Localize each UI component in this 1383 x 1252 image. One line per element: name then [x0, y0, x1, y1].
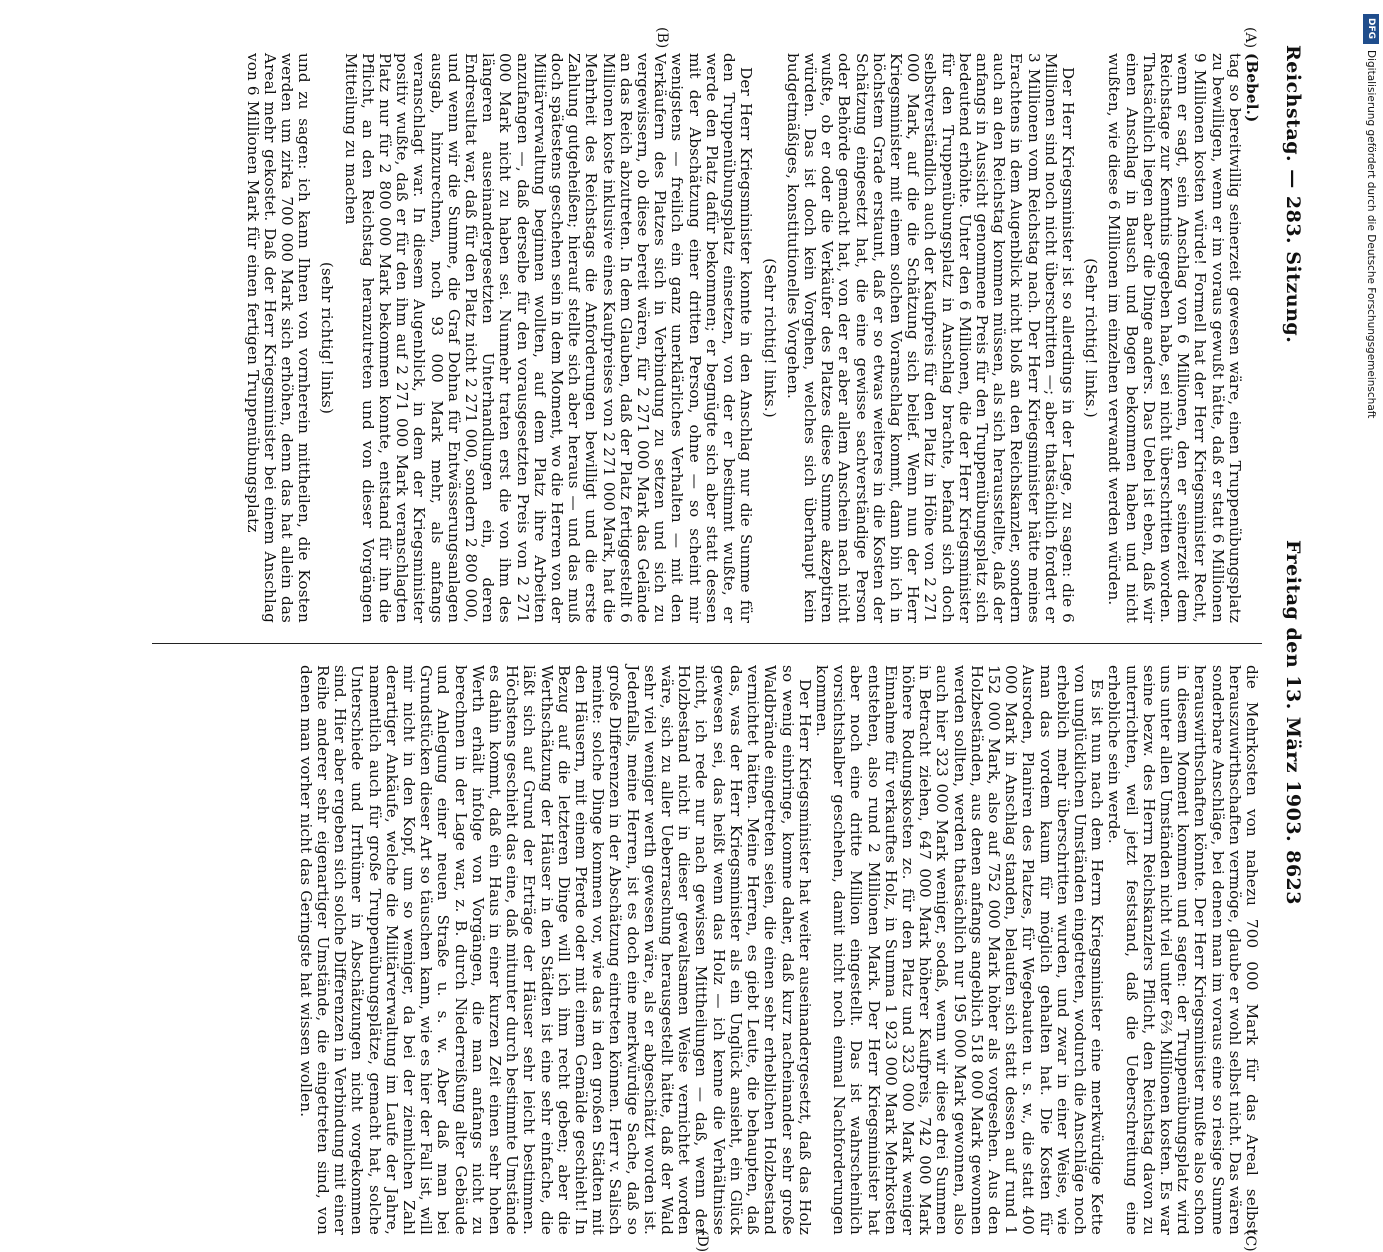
interjection: (sehr richtig! links)	[318, 261, 337, 415]
credit-text: Digitalisierung gefördert durch die Deutsche Forschungsgemeinschaft	[1365, 50, 1377, 419]
left-paragraph: und zu sagen: ich kann Ihnen von vornherein mittheilen, die Kosten werden um zirka 700 000 Mark sich erhöhen, denn das hat allein das Areal mehr gekostet. Daß der Herr Kriegsminister bei einem Anschlag von 6 Millionen Mark für einen fertigen Truppenübungsplatz	[243, 53, 314, 623]
page-number: 8623	[1282, 850, 1304, 905]
right-paragraph: Es ist nun nach dem Herrn Kriegsminister eine merkwürdige Kette von unglücklichen Umständen eingetreten, wodurch die Anschläge noch erheblich mehr überschritten wurden, und zwar in einer Weise, wie man das vordem kaum für möglich gehalten hat. Die Kosten für Ausroden, Planiren des Platzes, für Wegebauten u. s. w., die statt 400 000 Mark in Anschlag standen, belaufen sich statt dessen auf rund 1 152 000 Mark, also auf 752 000 Mark höher als vorgesehen. Aus den Holzbeständen, aus denen anfangs angeblich 518 000 Mark gewonnen werden sollten, werden thatsächlich nur 195 000 Mark gewonnen, also auch hier 323 000 Mark weniger, sodaß, wenn wir diese drei Summen in Betracht ziehen, 647 000 Mark höherer Kaufpreis, 742 000 Mark höhere Rodungskosten zc. für den Platz und 323 000 Mark weniger Einnahme für verkauftes Holz, in Summa 1 923 000 Mark Mehrkosten entstehen, also rund 2 Millionen Mark. Der Herr Kriegsminister hat aber noch eine dritte Million eingestellt. Das ist wahrscheinlich vorsichtshalber geschehen, damit nicht noch einmal Nachforderungen kommen.	[812, 665, 1107, 1235]
left-paragraph: tag so bereitwillig seinerzeit gewesen wäre, einen Truppenübungsplatz zu bewilligen, wenn er im voraus gewußt hätte, daß er statt 6 Millionen 9 Millionen kosten würde! Formell hat der Herr Kriegsminister Recht, wenn er sagt, sein Anschlag von 6 Millionen, den er seinerzeit dem Reichstage zur Kenntnis gegeben habe, sei nicht überschritten worden. Thatsächlich liegen aber die Dinge anders. Das Uebel ist eben, daß wir einen Anschlag in Bausch und Bogen bekommen haben und nicht wußten, wie diese 6 Millionen im einzelnen verwandt werden würden.	[1105, 53, 1244, 623]
margin-letter-d: (D)	[694, 1230, 710, 1252]
interjection: (Sehr richtig! links.)	[760, 258, 779, 418]
dfg-logo: DFG	[1363, 14, 1379, 44]
interjection: (Sehr richtig! links.)	[1082, 258, 1101, 418]
right-column	[297, 665, 1260, 1235]
column-divider	[152, 643, 1262, 644]
right-paragraph: Der Herr Kriegsminister hat weiter auseinandergesetzt, daß das Holz so wenig einbringe, komme daher, daß kurz nacheinander sehr große Waldbrände eingetreten seien, die einen sehr erheblichen Holzbestand vernichtet hätten. Meine Herren, es giebt Leute, die behaupten, daß das, was der Herr Kriegsminister als ein Unglück ansieht, ein Glück gewesen sei, das heißt wenn das Holz — ich kenne die Verhältnisse nicht, ich rede nur nach gewissen Mittheilungen — daß, wenn der Holzbestand nicht in dieser gewaltsamen Weise vernichtet worden wäre, sich zu aller Ueberraschung herausgestellt hätte, daß der Wald sehr viel weniger werth gewesen wäre, als er abgeschätzt worden ist. Jedenfalls, meine Herren, ist es doch eine merkwürdige Sache, daß so große Differenzen in der Abschätzung eintreten können. Herr v. Salisch meinte: solche Dinge kommen vor, wie das in den großen Städten mit den Häusern, mit einem Pferde oder mit einem Gemälde geschieht! In Bezug auf die letzteren Dinge will ich ihm recht geben; aber die Werthschätzung der Häuser in den Städten ist eine sehr einfache, die läßt sich auf Grund der Erträge der Häuser sehr leicht bestimmen. Höchstens geschieht das eine, daß mitunter durch bestimmte Umstände es dahin kommt, daß ein Haus in einer kurzen Zeit einen sehr hohen Werth erhält infolge von Vorgängen, die man anfangs nicht zu berechnen in der Lage war, z. B. durch Niederreißung alter Gebäude und Anlegung einer neuen Straße u. s. w. Aber daß man bei Grundstücken dieser Art so täuschen kann, wie es hier der Fall ist, will mir nicht in den Kopf, um so weniger, da bei der ziemlichen Zahl derartiger Ankäufe, welche die Militärverwaltung im Laufe der Jahre, namentlich auch für große Truppenübungsplätze, gemacht hat, solche Unterschiede und Irrthümer in Abschätzungen nicht vorgekommen sind. Hier aber ergeben sich solche Differenzen in Verbindung mit einer Reihe anderer sehr eigenartiger Umstände, die eingetreten sind, von denen man vorher nicht das Geringste hat wissen wollen.	[296, 665, 814, 1235]
digitization-credit	[1359, 10, 1383, 1000]
margin-letter-a: (A)	[1242, 27, 1258, 49]
header-left: Reichstag. — 283. Sitzung.	[1282, 45, 1304, 344]
speaker-label: (Bebel.)	[1243, 53, 1261, 123]
header-center-date: Freitag den 13. März 1903.	[1282, 540, 1304, 843]
margin-letter-c: (C)	[1242, 1230, 1258, 1252]
rotated-page	[70, 25, 1310, 1252]
left-paragraph: Der Herr Kriegsminister konnte in den Anschlag nur die Summe für den Truppenübungsplatz einsetzen, von der er bestimmt wußte, er werde den Platz dafür bekommen; er begnügte sich aber statt dessen mit der Abschätzung einer dritten Person, ohne — so scheint mir wenigstens — freilich ein ganz unerklärliches Verhalten — mit den Verkäufern des Platzes sich in Verbindung zu setzen und sich zu vergewissern, ob diese bereit wären, für 2 271 000 Mark das Gelände an das Reich abzutreten. In dem Glauben, daß der Platz fertiggestellt 6 Millionen koste inklusive eines Kaufpreises von 2 271 000 Mark, hat die Mehrheit des Reichstags die Anforderungen bewilligt und die erste Zahlung gutgeheißen; hierauf stellte sich aber heraus — und das muß doch spätestens geschehen sein in dem Moment, wo die Herren von der Militärverwaltung beginnen wollten, auf dem Platz ihre Arbeiten anzufangen —, daß derselbe für den vorausgesetzten Preis von 2 271 000 Mark nicht zu haben sei. Nunmehr traten erst die von ihm des längeren auseinandergesetzten Unterhandlungen ein, deren Endresultat war, daß für den Platz nicht 2 271 000, sondern 2 800 000, und wenn wir die Summe, die Graf Dohna für Entwässerungsanlagen ausgab, hinzurechnen, noch 93 000 Mark mehr, als anfangs veranschlagt war. In diesem Augenblick, in dem der Kriegsminister positiv wußte, daß er für den ihm auf 2 271 000 Mark veranschlagten Platz nur für 2 800 000 Mark bekommen konnte, entstand für ihn die Pflicht, an den Reichstag heranzutreten und von dieser Vorgängen Mitteilung zu machen	[341, 53, 756, 623]
left-paragraph: Der Herr Kriegsminister ist so allerdings in der Lage, zu sagen: die 6 Millionen sind noch nicht überschritten —; aber thatsächlich fordert er 3 Millionen vom Reichstag nach. Der Herr Kriegsminister hätte meines Erachtens in dem Augenblick nicht bloß an den Reichskanzler, sondern auch an den Reichstag kommen müssen, als sich herausstellte, daß der anfangs in Aussicht genommene Preis für den Truppenübungsplatz sich bedeutend erhöhte. Unter den 6 Millionen, die der Herr Kriegsminister für den Truppenübungsplatz in Anschlag brachte, befand sich doch selbstverständlich auch der Kaufpreis für den Platz in Höhe von 2 271 000 Mark, auf die die Schätzung sich belief. Wenn nun der Herr Kriegsminister mit einem solchen Voranschlag kommt, dann bin ich in höchstem Grade erstaunt, daß er so etwas weiteres in die Kosten der Schätzung eingesetzt hat, die eine gewisse sachverständige Person oder Behörde gemacht hat, von der er aber allem Anschein nach nicht wußte, ob er oder die Verkäufer des Platzes diese Summe akzeptiren würden. Das ist doch kein Vorgehen, welches sich überhaupt kein budgetmäßiges, konstitutionelles Vorgehen.	[783, 53, 1077, 623]
left-column	[243, 53, 1260, 623]
running-head	[1270, 45, 1310, 905]
right-paragraph: die Mehrkosten von nahezu 700 000 Mark für das Areal selbst herauszuwirthschaften vermöge, glaube er wohl selbst nicht. Das wären sonderbare Anschläge, bei denen man im voraus eine so riesige Summe herauswirthschaften könnte. Der Herr Kriegsminister mußte also schon in diesem Moment kommen und sagen: der Truppenübungsplatz wird uns unter allen Umständen nicht viel unter 6⅔ Millionen kosten. Es war seine bezw. des Herrn Reichskanzlers Pflicht, den Reichstag davon zu unterrichten, weil jetzt feststand, daß die Ueberschreitung eine erhebliche sein werde.	[1105, 665, 1261, 1235]
margin-letter-b: (B)	[654, 27, 670, 49]
